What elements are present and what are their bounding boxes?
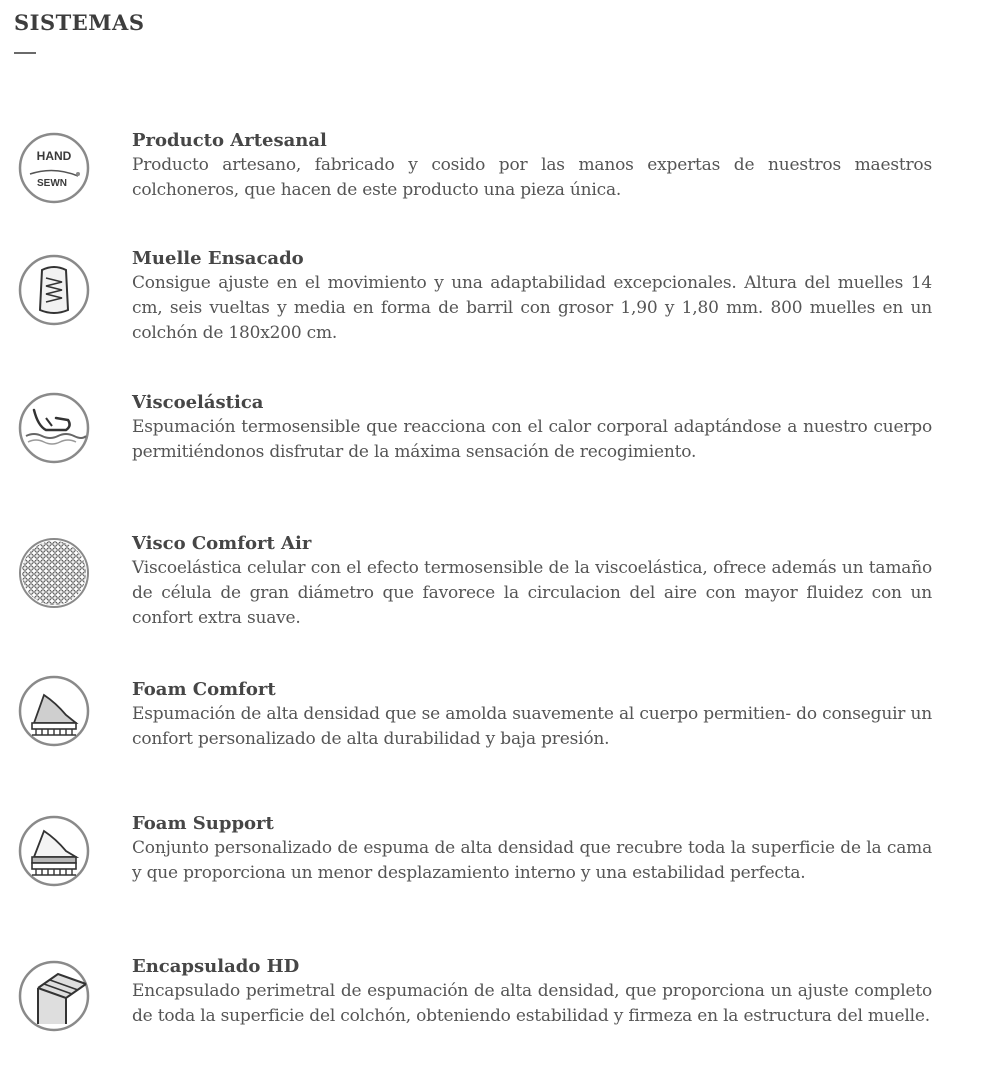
hand-sewn-label-top: HAND xyxy=(36,149,72,163)
title-divider xyxy=(14,52,36,54)
feature-description: Viscoelástica celular con el efecto termosensible de la viscoelástica, ofrece además un tamaño de célula de gran diámetro que favorece la circulacion del aire con mayor fluidez con un confort extra suave. xyxy=(132,558,932,628)
feature-text xyxy=(132,531,932,631)
feature-description: Espumación termosensible que reacciona con el calor corporal adaptándose a nuestro cuerpo permitiéndonos disfrutar de la máxima sensación de recogimiento. xyxy=(132,417,932,462)
feature-description: Espumación de alta densidad que se amolda suavemente al cuerpo permitien- do conseguir un confort personalizado de alta durabilidad y baja presión. xyxy=(132,704,932,749)
feature-description: Consigue ajuste en el movimiento y una adaptabilidad excepcionales. Altura del muelles 14 cm, seis vueltas y media en forma de barril con grosor 1,90 y 1,80 mm. 800 muelles en un colchón de 180x200 cm. xyxy=(132,273,932,343)
hand-sewn-icon xyxy=(16,130,92,206)
feature-text xyxy=(132,246,932,346)
feature-title: Visco Comfort Air xyxy=(132,533,312,554)
encapsulated-frame-icon xyxy=(16,958,92,1034)
feature-text xyxy=(132,677,932,752)
foam-support-icon xyxy=(16,813,92,889)
feature-title: Viscoelástica xyxy=(132,392,264,413)
cellular-foam-icon xyxy=(16,535,92,611)
foam-comfort-icon xyxy=(16,673,92,749)
feature-title: Muelle Ensacado xyxy=(132,248,304,269)
pocket-spring-icon xyxy=(16,252,92,328)
feature-title: Encapsulado HD xyxy=(132,956,300,977)
memory-foam-hand-icon xyxy=(16,390,92,466)
feature-description: Encapsulado perimetral de espumación de alta densidad, que proporciona un ajuste completo de toda la superficie del colchón, obteniendo estabilidad y firmeza en la estructura del muelle. xyxy=(132,981,932,1026)
feature-title: Foam Comfort xyxy=(132,679,276,700)
feature-title: Foam Support xyxy=(132,813,274,834)
feature-text xyxy=(132,954,932,1029)
feature-text xyxy=(132,128,932,203)
page-title: SISTEMAS xyxy=(14,10,145,35)
feature-title: Producto Artesanal xyxy=(132,130,327,151)
feature-text xyxy=(132,811,932,886)
feature-description: Conjunto personalizado de espuma de alta densidad que recubre toda la superficie de la cama y que proporciona un menor desplazamiento interno y una estabilidad perfecta. xyxy=(132,838,932,883)
hand-sewn-label-bottom: SEWN xyxy=(37,178,67,189)
feature-description: Producto artesano, fabricado y cosido por las manos expertas de nuestros maestros colchoneros, que hacen de este producto una pieza única. xyxy=(132,155,932,200)
feature-text xyxy=(132,390,932,465)
